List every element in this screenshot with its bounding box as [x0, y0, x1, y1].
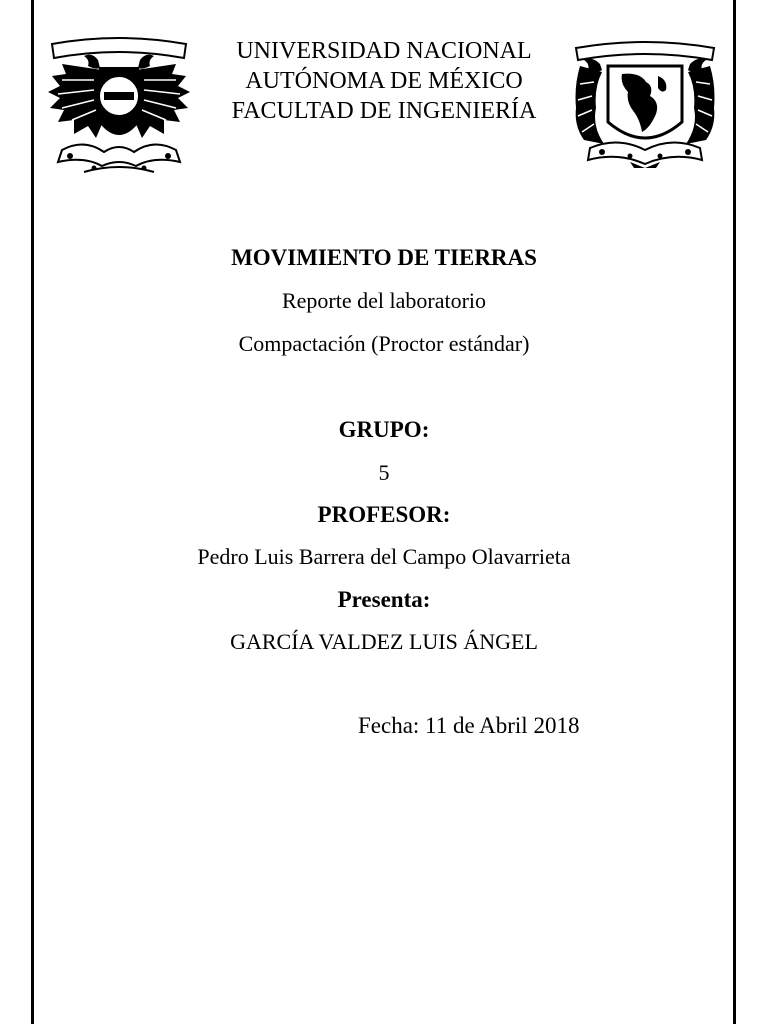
university-header	[200, 36, 568, 126]
header-line-3: FACULTAD DE INGENIERÍA	[231, 98, 537, 124]
report-date: Fecha: 11 de Abril 2018	[358, 713, 580, 738]
grupo-label: GRUPO:	[338, 417, 430, 442]
header-line-1: UNIVERSIDAD NACIONAL	[236, 38, 532, 64]
presenta-label: Presenta:	[337, 587, 431, 612]
presenta-value: GARCÍA VALDEZ LUIS ÁNGEL	[230, 629, 538, 654]
profesor-label: PROFESOR:	[317, 502, 451, 527]
report-title: MOVIMIENTO DE TIERRAS	[231, 245, 537, 270]
profesor-value: Pedro Luis Barrera del Campo Olavarrieta	[197, 544, 571, 569]
ingenieria-emblem-icon	[44, 30, 194, 180]
unam-emblem-icon	[570, 36, 720, 172]
grupo-value: 5	[378, 460, 390, 485]
header-line-2: AUTÓNOMA DE MÉXICO	[245, 68, 523, 94]
report-topic: Compactación (Proctor estándar)	[238, 331, 530, 356]
report-subtitle: Reporte del laboratorio	[281, 288, 487, 313]
